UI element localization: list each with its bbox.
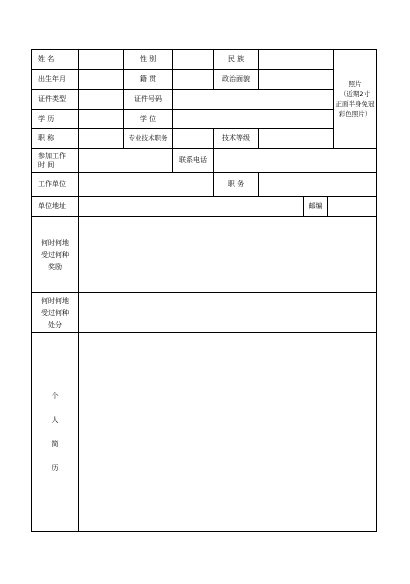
id-type-field[interactable] [79,90,123,109]
employer-label: 工作单位 [38,180,66,188]
birth-date-field[interactable] [79,70,123,89]
degree-field[interactable] [173,110,333,128]
employer-field[interactable] [79,173,213,196]
title-field[interactable] [79,129,123,148]
punishments-label: 何时何地 受过何种 处分 [41,296,69,329]
title-label: 职 称 [38,134,55,142]
education-label: 学 历 [38,114,55,123]
professional-post-field[interactable] [173,129,213,148]
position-label: 职 务 [227,180,245,188]
employer-address-label: 单位地址 [38,202,66,210]
gender-field[interactable] [173,50,213,69]
education-field[interactable] [79,110,123,128]
resume-label: 个 人 简 历 [51,392,59,472]
postcode-label: 邮编 [308,202,323,210]
employer-address-field[interactable] [79,197,303,216]
tech-grade-field[interactable] [259,129,333,148]
work-start-date-label: 参加工作 时 间 [38,151,66,169]
punishments-field[interactable] [79,293,376,332]
phone-field[interactable] [214,149,376,172]
gender-label: 性 别 [139,55,157,63]
political-status-label: 政治面貌 [222,75,250,83]
degree-label: 学 位 [139,114,157,123]
photo-box: 照片 （近期2寸 正面半身免冠 彩色照片） [335,80,375,118]
awards-label: 何时何地 受过何种 奖励 [41,238,69,271]
native-place-label: 籍 贯 [139,75,157,83]
work-start-date-field[interactable] [79,149,172,172]
postcode-field[interactable] [328,197,376,216]
phone-label: 联系电话 [179,156,207,164]
name-label: 姓 名 [38,55,55,63]
name-field[interactable] [79,50,123,69]
ethnicity-label: 民 族 [227,55,245,63]
id-type-label: 证件类型 [38,95,66,103]
resume-field[interactable] [79,333,376,531]
awards-field[interactable] [79,217,376,292]
ethnicity-field[interactable] [259,50,333,69]
birth-date-label: 出生年月 [38,75,66,83]
professional-post-label: 专业技术职务 [128,134,168,142]
id-number-label: 证件号码 [134,95,162,103]
native-place-field[interactable] [173,70,213,89]
position-field[interactable] [259,173,376,196]
id-number-field[interactable] [173,90,333,109]
tech-grade-label: 技术等级 [222,134,250,142]
political-status-field[interactable] [259,70,333,89]
